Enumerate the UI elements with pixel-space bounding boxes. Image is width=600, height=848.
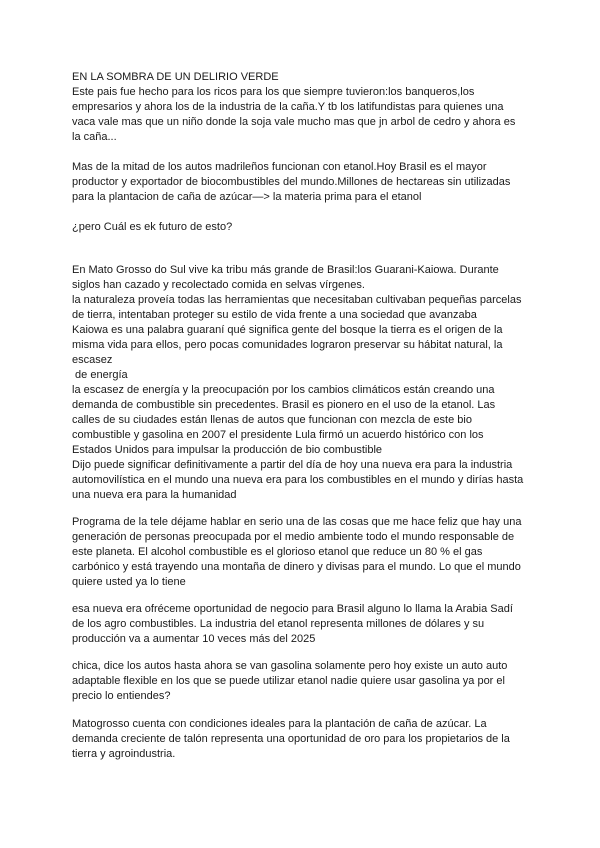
text-line: la escasez de energía y la preocupación por los cambios climáticos están creando una bbox=[72, 384, 495, 396]
text-line: de los agro combustibles. La industria del etanol representa millones de dólares y su bbox=[72, 618, 485, 630]
text-line: ¿pero Cuál es ek futuro de esto? bbox=[72, 221, 233, 233]
text-line: una nueva era para la humanidad bbox=[72, 489, 237, 501]
text-line: demanda de combustible sin precedentes. Brasil es pionero en el uso de la etanol. Las bbox=[72, 399, 496, 411]
text-line: para la plantacion de caña de azúcar—> la materia prima para el etanol bbox=[72, 191, 422, 203]
paragraph-guarani bbox=[72, 263, 532, 503]
title-and-intro bbox=[72, 70, 532, 145]
text-line: la caña... bbox=[72, 131, 117, 143]
text-line: de tierra, intentaban proteger su estilo de vida frente a una sociedad que avanzaba bbox=[72, 309, 477, 321]
text-line: Mas de la mitad de los autos madrileños funcionan con etanol.Hoy Brasil es el mayor bbox=[72, 161, 487, 173]
text-line: producción va a aumentar 10 veces más del 2025 bbox=[72, 633, 316, 645]
paragraph-flex-cars bbox=[72, 659, 532, 704]
paragraph-question bbox=[72, 220, 532, 235]
text-line: Este pais fue hecho para los ricos para los que siempre tuvieron:los banqueros,los bbox=[72, 86, 475, 98]
paragraph-matogrosso bbox=[72, 717, 532, 762]
text-line: misma vida para ellos, pero pocas comunidades lograron preservar su hábitat natural, la bbox=[72, 339, 503, 351]
text-line: esa nueva era ofréceme oportunidad de negocio para Brasil alguno lo llama la Arabia Sadí bbox=[72, 603, 513, 615]
text-line: combustible y gasolina en 2007 el presidente Lula firmó un acuerdo histórico con los bbox=[72, 429, 484, 441]
text-line: quiere usted ya lo tiene bbox=[72, 576, 186, 588]
text-line: tierra y agroindustria. bbox=[72, 748, 176, 760]
text-line: Matogrosso cuenta con condiciones ideales para la plantación de caña de azúcar. La bbox=[72, 718, 487, 730]
document-title: EN LA SOMBRA DE UN DELIRIO VERDE bbox=[72, 71, 279, 83]
text-line: de energía bbox=[72, 369, 128, 381]
paragraph-tv-program bbox=[72, 515, 532, 590]
text-line: vaca vale mas que un niño donde la soja vale mucho mas que jn arbol de cedro y ahora es bbox=[72, 116, 516, 128]
text-line: generación de personas preocupada por el medio ambiente todo el mundo responsable de bbox=[72, 531, 515, 543]
text-line: siglos han cazado y recolectado comida en selvas vírgenes. bbox=[72, 279, 365, 291]
text-line: calles de su ciudades están llenas de autos que funcionan con mezcla de este bio bbox=[72, 414, 472, 426]
text-line: Programa de la tele déjame hablar en serio una de las cosas que me hace feliz que hay una bbox=[72, 516, 522, 528]
text-line: Dijo puede significar definitivamente a partir del día de hoy una nueva era para la industria bbox=[72, 459, 513, 471]
text-line: escasez bbox=[72, 354, 113, 366]
text-line: empresarios y ahora los de la industria de la caña.Y tb los latifundistas para quienes una bbox=[72, 101, 504, 113]
text-line: productor y exportador de biocombustibles del mundo.Millones de hectareas sin utilizadas bbox=[72, 176, 511, 188]
text-line: automovilística en el mundo una nueva era para los combustibles en el mundo y dirías hasta bbox=[72, 474, 524, 486]
text-line: precio lo entiendes? bbox=[72, 690, 171, 702]
text-line: Estados Unidos para impulsar la producción de bio combustible bbox=[72, 444, 383, 456]
text-line: carbónico y está trayendo una montaña de dinero y divisas para el mundo. Lo que el mundo bbox=[72, 561, 521, 573]
text-line: En Mato Grosso do Sul vive ka tribu más grande de Brasil:los Guarani-Kaiowa. Durante bbox=[72, 264, 499, 276]
text-line: este planeta. El alcohol combustible es el glorioso etanol que reduce un 80 % el gas bbox=[72, 546, 483, 558]
text-line: chica, dice los autos hasta ahora se van gasolina solamente pero hoy existe un auto auto bbox=[72, 660, 508, 672]
text-line: la naturaleza proveía todas las herramientas que necesitaban cultivaban pequeñas parcelas bbox=[72, 294, 522, 306]
paragraph-new-era bbox=[72, 602, 532, 647]
text-line: demanda creciente de talón representa una oportunidad de oro para los propietarios de la bbox=[72, 733, 510, 745]
text-line: adaptable flexible en los que se puede utilizar etanol nadie quiere usar gasolina ya por el bbox=[72, 675, 505, 687]
text-line: Kaiowa es una palabra guaraní qué significa gente del bosque la tierra es el origen de la bbox=[72, 324, 503, 336]
paragraph-etanol bbox=[72, 160, 532, 205]
